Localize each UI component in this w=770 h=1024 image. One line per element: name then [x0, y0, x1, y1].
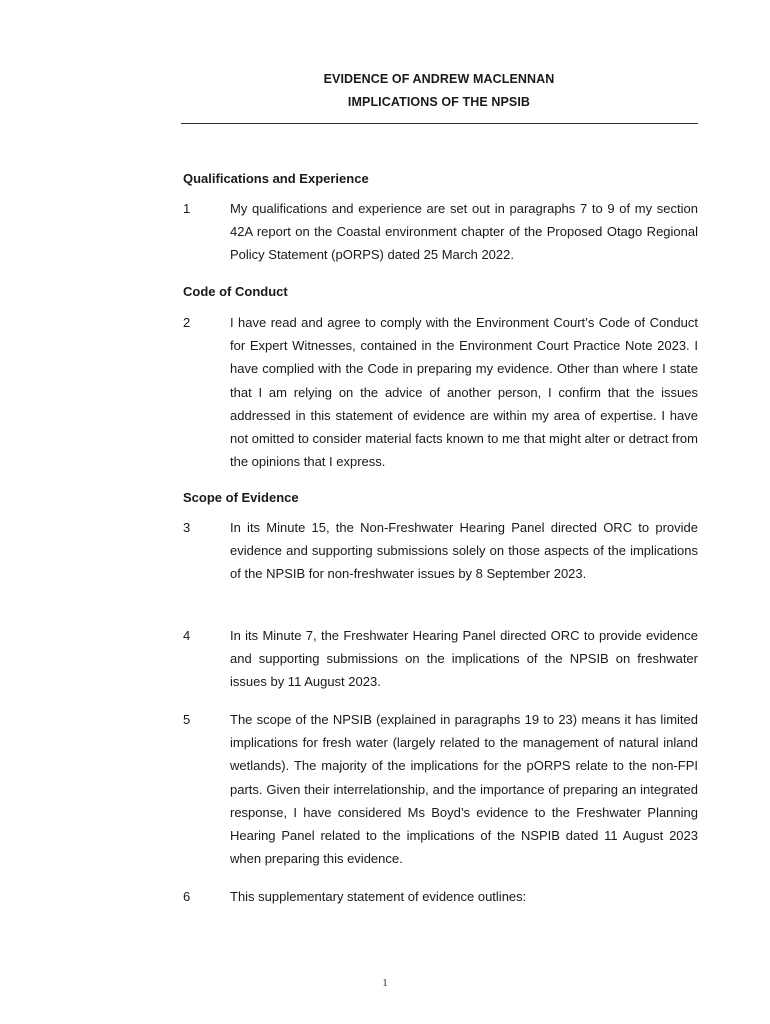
paragraph-3	[183, 516, 698, 586]
page-number: 1	[382, 978, 388, 989]
paragraph-number: 4	[183, 628, 191, 643]
paragraph-2	[183, 311, 698, 473]
paragraph-text: In its Minute 15, the Non-Freshwater Hearing Panel directed ORC to provide evidence and supporting submissions solely on those aspects of the implications of the NPSIB for non-freshwater issues by 8 September 2023.	[230, 520, 698, 582]
heading-code-of-conduct: Code of Conduct	[183, 284, 288, 299]
document-title	[180, 68, 698, 114]
paragraph-number: 3	[183, 520, 191, 535]
title-line-2: IMPLICATIONS OF THE NPSIB	[347, 95, 531, 109]
paragraph-text: This supplementary statement of evidence outlines:	[230, 889, 527, 904]
paragraph-text: In its Minute 7, the Freshwater Hearing Panel directed ORC to provide evidence and supporting submissions on the implications of the NPSIB on freshwater issues by 11 August 2023.	[230, 628, 698, 690]
paragraph-text: My qualifications and experience are set out in paragraphs 7 to 9 of my section 42A report on the Coastal environment chapter of the Proposed Otago Regional Policy Statement (pORPS) dated 25 March 2022.	[230, 201, 698, 263]
paragraph-text: The scope of the NPSIB (explained in paragraphs 19 to 23) means it has limited implications for fresh water (largely related to the management of natural inland wetlands). The majority of the implications for the pORPS relate to the non-FPI parts. Given their interrelationship, and the importance of preparing an integrated response, I have considered Ms Boyd’s evidence to the Freshwater Planning Hearing Panel related to the implications of the NSPIB dated 11 August 2023 when preparing this evidence.	[230, 712, 698, 867]
paragraph-text: I have read and agree to comply with the Environment Court’s Code of Conduct for Expert Witnesses, contained in the Environment Court Practice Note 2023. I have complied with the Code in preparing my evidence. Other than where I state that I am relying on the advice of another person, I confirm that the issues addressed in this statement of evidence are within my area of expertise. I have not omitted to consider material facts known to me that might alter or detract from the opinions that I express.	[230, 315, 698, 470]
paragraph-number: 2	[183, 315, 191, 330]
paragraph-number: 6	[183, 889, 191, 904]
heading-qualifications: Qualifications and Experience	[183, 171, 369, 186]
paragraph-1	[183, 197, 698, 267]
paragraph-5	[183, 708, 698, 870]
paragraph-4	[183, 624, 698, 694]
title-line-1: EVIDENCE OF ANDREW MACLENNAN	[323, 72, 555, 86]
title-divider	[181, 123, 698, 124]
heading-scope-of-evidence: Scope of Evidence	[183, 490, 299, 505]
paragraph-number: 1	[183, 201, 191, 216]
paragraph-6	[183, 885, 698, 908]
paragraph-number: 5	[183, 712, 191, 727]
